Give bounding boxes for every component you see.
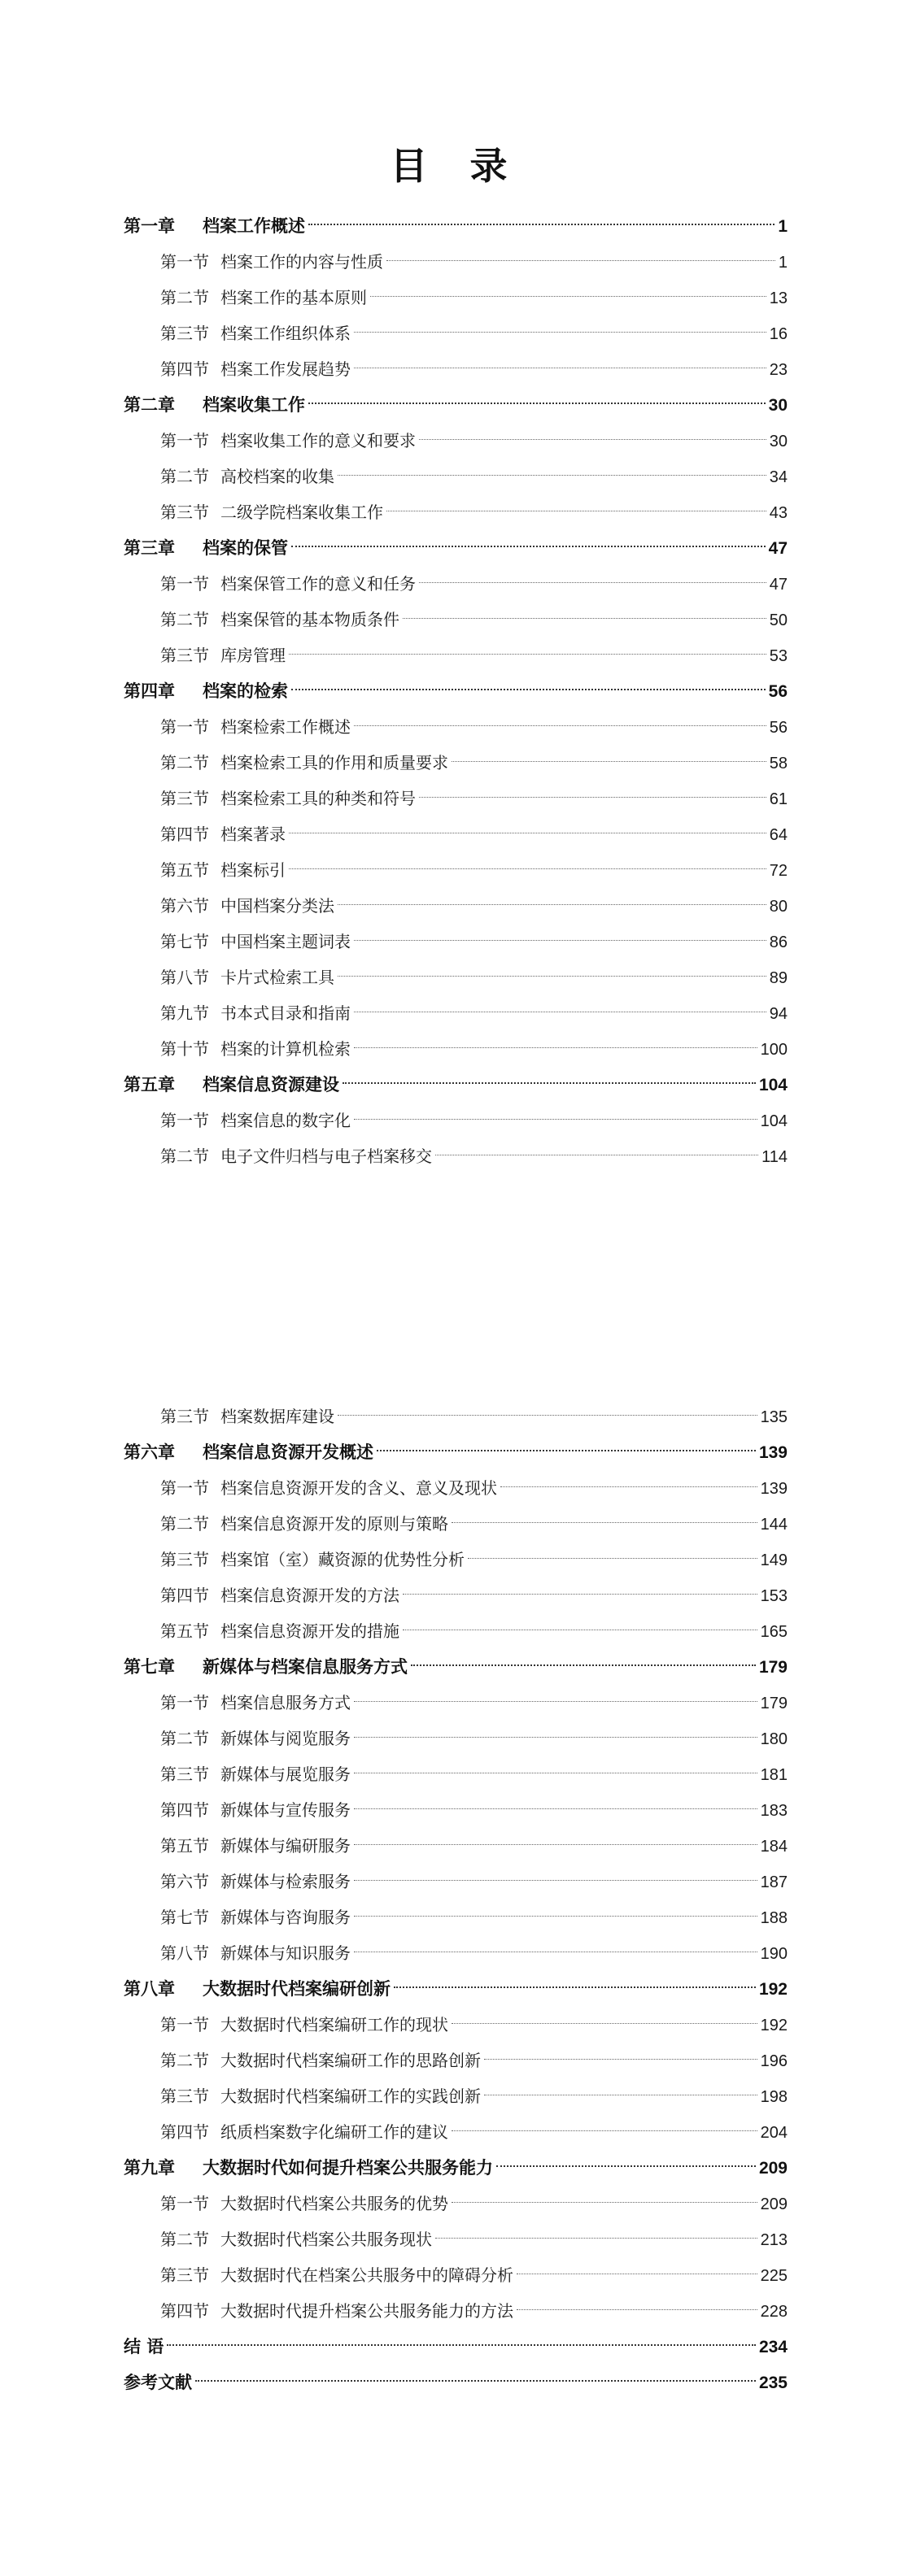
toc-entry-title: 档案标引 xyxy=(220,860,286,880)
toc-section-entry[interactable] xyxy=(124,2043,788,2078)
toc-chapter-entry[interactable] xyxy=(124,387,788,423)
toc-leader-dots xyxy=(354,940,766,941)
toc-page-number: 104 xyxy=(758,1076,788,1094)
toc-page-number: 209 xyxy=(758,2159,788,2178)
toc-section-entry[interactable] xyxy=(124,888,788,924)
toc-leader-dots xyxy=(354,1880,757,1881)
toc-entry-number: 第八章 xyxy=(124,1978,175,1999)
toc-section-entry[interactable] xyxy=(124,781,788,816)
toc-section-entry[interactable] xyxy=(124,852,788,888)
toc-entry-title: 档案著录 xyxy=(220,825,286,844)
toc-entry-number: 第一节 xyxy=(160,717,209,737)
toc-entry-title: 新媒体与检索服务 xyxy=(220,1872,351,1891)
toc-leader-dots xyxy=(354,1047,757,1048)
toc-leader-dots xyxy=(354,1737,757,1738)
toc-leader-dots xyxy=(338,475,766,476)
toc-page-number: 183 xyxy=(760,1802,788,1820)
toc-entry-number: 第三章 xyxy=(124,537,175,558)
toc-page-number: 196 xyxy=(760,2052,788,2070)
toc-page-number: 187 xyxy=(760,1873,788,1891)
toc-entry-number: 第六节 xyxy=(160,896,209,916)
toc-page-number: 104 xyxy=(760,1112,788,1130)
toc-leader-dots xyxy=(452,2023,757,2024)
toc-entry-title: 档案信息资源开发的方法 xyxy=(220,1586,399,1605)
toc-page-number: 228 xyxy=(760,2303,788,2321)
toc-entry-title: 书本式目录和指南 xyxy=(220,1003,351,1023)
toc-entry-title: 大数据时代档案编研工作的思路创新 xyxy=(220,2051,481,2070)
toc-entry-number: 第三节 xyxy=(160,1407,209,1426)
toc-backmatter-entry[interactable] xyxy=(124,2365,788,2400)
toc-leader-dots xyxy=(354,1844,757,1845)
toc-section-entry[interactable] xyxy=(124,2293,788,2329)
toc-entry-number: 第一节 xyxy=(160,252,209,272)
toc-entry-title: 档案工作的基本原则 xyxy=(220,288,367,307)
toc-entry-title: 新媒体与宣传服务 xyxy=(220,1800,351,1820)
toc-leader-dots xyxy=(386,260,775,261)
toc-page-number: 13 xyxy=(769,289,788,307)
toc-section-entry[interactable] xyxy=(124,1613,788,1649)
toc-entry-title: 档案保管的基本物质条件 xyxy=(220,610,399,629)
toc-entry-title: 档案馆（室）藏资源的优势性分析 xyxy=(220,1550,465,1569)
toc-entry-number: 第五节 xyxy=(160,860,209,880)
toc-entry-title: 档案信息资源开发概述 xyxy=(203,1442,373,1462)
toc-section-entry[interactable] xyxy=(124,1103,788,1138)
toc-entry-title: 电子文件归档与电子档案移交 xyxy=(220,1147,432,1166)
toc-section-entry[interactable] xyxy=(124,566,788,602)
toc-chapter-entry[interactable] xyxy=(124,1971,788,2007)
toc-section-entry[interactable] xyxy=(124,2257,788,2293)
toc-leader-dots xyxy=(289,654,766,655)
toc-section-entry[interactable] xyxy=(124,959,788,995)
toc-page-number: 94 xyxy=(769,1005,788,1023)
toc-entry-title: 档案数据库建设 xyxy=(220,1407,334,1426)
toc-section-entry[interactable] xyxy=(124,2007,788,2043)
toc-entry-title: 档案信息资源开发的原则与策略 xyxy=(220,1514,448,1534)
toc-section-entry[interactable] xyxy=(124,1542,788,1577)
toc-entry-number: 第五章 xyxy=(124,1074,175,1094)
toc-leader-dots xyxy=(289,868,766,869)
toc-entry-title: 新媒体与展览服务 xyxy=(220,1764,351,1784)
toc-section-entry[interactable] xyxy=(124,280,788,315)
toc-entry-title: 档案检索工作概述 xyxy=(220,717,351,737)
toc-page-number: 50 xyxy=(769,611,788,629)
toc-leader-dots xyxy=(496,2165,756,2167)
toc-leader-dots xyxy=(167,2344,756,2346)
toc-section-entry[interactable] xyxy=(124,315,788,351)
toc-entry-title: 档案工作概述 xyxy=(203,215,305,236)
toc-entry-title: 中国档案主题词表 xyxy=(220,932,351,951)
toc-entry-title: 档案的保管 xyxy=(203,537,288,558)
toc-page-number: 225 xyxy=(760,2267,788,2285)
toc-page-number: 100 xyxy=(760,1041,788,1059)
toc-page-number: 23 xyxy=(769,361,788,379)
toc-entry-number: 第七节 xyxy=(160,932,209,951)
toc-leader-dots xyxy=(354,1701,757,1702)
toc-page-number: 184 xyxy=(760,1838,788,1856)
toc-entry-number: 第二节 xyxy=(160,1147,209,1166)
toc-leader-dots xyxy=(411,1664,756,1666)
toc-entry-title: 新媒体与咨询服务 xyxy=(220,1908,351,1927)
toc-entry-number: 第七节 xyxy=(160,1908,209,1927)
toc-entry-title: 大数据时代档案编研工作的现状 xyxy=(220,2015,448,2034)
toc-list-part1 xyxy=(124,208,788,1174)
toc-section-entry[interactable] xyxy=(124,1399,788,1434)
toc-section-entry[interactable] xyxy=(124,2186,788,2221)
toc-section-entry[interactable] xyxy=(124,494,788,530)
toc-entry-title: 档案工作发展趋势 xyxy=(220,359,351,379)
toc-page-number: 149 xyxy=(760,1551,788,1569)
toc-page-number: 30 xyxy=(769,433,788,450)
toc-page-number: 56 xyxy=(768,682,788,701)
toc-entry-title: 档案保管工作的意义和任务 xyxy=(220,574,416,594)
toc-leader-dots xyxy=(452,2130,757,2131)
toc-entry-title: 档案检索工具的作用和质量要求 xyxy=(220,753,448,772)
toc-page-number: 188 xyxy=(760,1909,788,1927)
toc-entry-number: 第一节 xyxy=(160,431,209,450)
toc-page-number: 34 xyxy=(769,468,788,486)
toc-entry-number: 第七章 xyxy=(124,1656,175,1677)
toc-section-entry[interactable] xyxy=(124,1685,788,1721)
toc-page-number: 43 xyxy=(769,504,788,522)
toc-entry-number: 第四节 xyxy=(160,825,209,844)
toc-entry-number: 第九章 xyxy=(124,2157,175,2178)
toc-page-number: 139 xyxy=(760,1480,788,1498)
page-title: 目 录 xyxy=(390,144,522,188)
toc-leader-dots xyxy=(354,1916,757,1917)
toc-entry-number: 第四节 xyxy=(160,2122,209,2142)
toc-section-entry[interactable] xyxy=(124,1470,788,1506)
toc-page-number: 192 xyxy=(760,2017,788,2034)
toc-section-entry[interactable] xyxy=(124,602,788,637)
toc-page-number: 234 xyxy=(758,2338,788,2356)
toc-section-entry[interactable] xyxy=(124,995,788,1031)
toc-entry-title: 高校档案的收集 xyxy=(220,467,334,486)
toc-section-entry[interactable] xyxy=(124,459,788,494)
toc-leader-dots xyxy=(403,1594,757,1595)
toc-page-number: 153 xyxy=(760,1587,788,1605)
toc-page-number: 61 xyxy=(769,790,788,808)
toc-page-number: 235 xyxy=(758,2374,788,2392)
toc-entry-number: 第二节 xyxy=(160,288,209,307)
toc-page-number: 213 xyxy=(760,2231,788,2249)
toc-section-entry[interactable] xyxy=(124,423,788,459)
toc-entry-title: 档案收集工作 xyxy=(203,394,305,415)
toc-leader-dots xyxy=(419,797,766,798)
toc-page-number: 114 xyxy=(761,1148,788,1166)
toc-leader-dots xyxy=(468,1558,757,1559)
toc-leader-dots xyxy=(435,2238,757,2239)
toc-entry-number: 第十节 xyxy=(160,1039,209,1059)
toc-page-number: 47 xyxy=(769,576,788,594)
toc-entry-title: 大数据时代档案编研工作的实践创新 xyxy=(220,2086,481,2106)
toc-section-entry[interactable] xyxy=(124,637,788,673)
toc-section-entry[interactable] xyxy=(124,244,788,280)
toc-entry-title: 新媒体与知识服务 xyxy=(220,1943,351,1963)
toc-leader-dots xyxy=(419,582,766,583)
toc-page-number: 204 xyxy=(760,2124,788,2142)
toc-entry-number: 第一章 xyxy=(124,215,175,236)
toc-entry-number: 第一节 xyxy=(160,1478,209,1498)
toc-entry-number: 第一节 xyxy=(160,2015,209,2034)
toc-leader-dots xyxy=(343,1082,756,1084)
toc-entry-number: 第二节 xyxy=(160,2051,209,2070)
toc-section-entry[interactable] xyxy=(124,816,788,852)
toc-entry-number: 第二节 xyxy=(160,753,209,772)
toc-leader-dots xyxy=(338,904,766,905)
toc-section-entry[interactable] xyxy=(124,1864,788,1899)
toc-section-entry[interactable] xyxy=(124,1899,788,1935)
toc-entry-number: 第一节 xyxy=(160,2194,209,2213)
toc-section-entry[interactable] xyxy=(124,1792,788,1828)
toc-chapter-entry[interactable] xyxy=(124,1649,788,1685)
toc-leader-dots xyxy=(452,1522,757,1523)
toc-leader-dots xyxy=(419,439,766,440)
toc-leader-dots xyxy=(291,546,766,547)
toc-entry-title: 结 语 xyxy=(124,2336,164,2356)
toc-leader-dots xyxy=(484,2059,757,2060)
toc-section-entry[interactable] xyxy=(124,2221,788,2257)
toc-section-entry[interactable] xyxy=(124,1506,788,1542)
toc-section-entry[interactable] xyxy=(124,745,788,781)
toc-entry-title: 档案检索工具的种类和符号 xyxy=(220,789,416,808)
toc-entry-number: 第一节 xyxy=(160,574,209,594)
toc-entry-title: 档案的检索 xyxy=(203,681,288,701)
toc-entry-number: 第一节 xyxy=(160,1111,209,1130)
toc-section-entry[interactable] xyxy=(124,2114,788,2150)
toc-section-entry[interactable] xyxy=(124,924,788,959)
toc-leader-dots xyxy=(354,725,766,726)
toc-entry-title: 档案信息的数字化 xyxy=(220,1111,351,1130)
toc-page-number: 190 xyxy=(760,1945,788,1963)
toc-leader-dots xyxy=(308,224,775,225)
toc-entry-number: 第三节 xyxy=(160,503,209,522)
toc-entry-title: 大数据时代提升档案公共服务能力的方法 xyxy=(220,2301,513,2321)
toc-leader-dots xyxy=(354,1808,757,1809)
toc-page-number: 30 xyxy=(768,396,788,415)
toc-leader-dots xyxy=(308,402,766,404)
toc-leader-dots xyxy=(517,2309,757,2310)
toc-page-number: 165 xyxy=(760,1623,788,1641)
toc-entry-number: 第四章 xyxy=(124,681,175,701)
toc-entry-title: 大数据时代档案编研创新 xyxy=(203,1978,391,1999)
toc-section-entry[interactable] xyxy=(124,1756,788,1792)
toc-entry-title: 档案信息资源开发的含义、意义及现状 xyxy=(220,1478,497,1498)
toc-page-number: 72 xyxy=(769,862,788,880)
toc-entry-number: 第五节 xyxy=(160,1621,209,1641)
toc-entry-title: 大数据时代如何提升档案公共服务能力 xyxy=(203,2157,493,2178)
toc-entry-title: 档案的计算机检索 xyxy=(220,1039,351,1059)
toc-chapter-entry[interactable] xyxy=(124,208,788,244)
toc-page-number: 192 xyxy=(758,1980,788,1999)
toc-page-number: 53 xyxy=(769,647,788,665)
toc-page-number: 144 xyxy=(760,1516,788,1534)
toc-section-entry[interactable] xyxy=(124,1721,788,1756)
toc-entry-number: 第四节 xyxy=(160,1800,209,1820)
toc-leader-dots xyxy=(354,1119,757,1120)
toc-entry-title: 参考文献 xyxy=(124,2372,192,2392)
toc-entry-number: 第二节 xyxy=(160,2230,209,2249)
toc-chapter-entry[interactable] xyxy=(124,1067,788,1103)
toc-page-number: 58 xyxy=(769,755,788,772)
toc-page-number: 181 xyxy=(760,1766,788,1784)
toc-entry-title: 档案工作的内容与性质 xyxy=(220,252,383,272)
toc-entry-title: 中国档案分类法 xyxy=(220,896,334,916)
toc-entry-number: 第二节 xyxy=(160,467,209,486)
toc-page-number: 86 xyxy=(769,933,788,951)
toc-chapter-entry[interactable] xyxy=(124,1434,788,1470)
toc-page-number: 1 xyxy=(778,217,788,236)
toc-section-entry[interactable] xyxy=(124,2078,788,2114)
toc-entry-number: 第四节 xyxy=(160,359,209,379)
toc-entry-number: 第二章 xyxy=(124,394,175,415)
toc-entry-title: 大数据时代档案公共服务的优势 xyxy=(220,2194,448,2213)
toc-page-number: 16 xyxy=(769,325,788,343)
toc-chapter-entry[interactable] xyxy=(124,673,788,709)
toc-entry-title: 档案工作组织体系 xyxy=(220,324,351,343)
toc-chapter-entry[interactable] xyxy=(124,2150,788,2186)
toc-leader-dots xyxy=(370,296,766,297)
toc-section-entry[interactable] xyxy=(124,1828,788,1864)
toc-entry-number: 第八节 xyxy=(160,1943,209,1963)
toc-leader-dots xyxy=(338,1415,757,1416)
toc-entry-title: 纸质档案数字化编研工作的建议 xyxy=(220,2122,448,2142)
toc-section-entry[interactable] xyxy=(124,1138,788,1174)
toc-page-number: 179 xyxy=(760,1695,788,1712)
toc-section-entry[interactable] xyxy=(124,1577,788,1613)
toc-page-number: 89 xyxy=(769,969,788,987)
toc-page-number: 80 xyxy=(769,898,788,916)
toc-page-number: 180 xyxy=(760,1730,788,1748)
toc-section-entry[interactable] xyxy=(124,351,788,387)
toc-entry-number: 第二节 xyxy=(160,1514,209,1534)
toc-entry-number: 第四节 xyxy=(160,2301,209,2321)
toc-page-number: 47 xyxy=(768,539,788,558)
toc-entry-number: 第九节 xyxy=(160,1003,209,1023)
toc-leader-dots xyxy=(338,976,766,977)
toc-entry-title: 档案信息服务方式 xyxy=(220,1693,351,1712)
toc-entry-title: 新媒体与档案信息服务方式 xyxy=(203,1656,408,1677)
toc-entry-title: 档案信息资源建设 xyxy=(203,1074,339,1094)
toc-entry-number: 第六章 xyxy=(124,1442,175,1462)
toc-section-entry[interactable] xyxy=(124,709,788,745)
toc-leader-dots xyxy=(452,761,766,762)
toc-entry-number: 第三节 xyxy=(160,2086,209,2106)
toc-entry-number: 第三节 xyxy=(160,1550,209,1569)
toc-page-number: 179 xyxy=(758,1658,788,1677)
toc-page-number: 64 xyxy=(769,826,788,844)
toc-leader-dots xyxy=(500,1486,757,1487)
toc-section-entry[interactable] xyxy=(124,1031,788,1067)
toc-entry-number: 第八节 xyxy=(160,968,209,987)
toc-entry-title: 新媒体与阅览服务 xyxy=(220,1729,351,1748)
toc-entry-title: 大数据时代档案公共服务现状 xyxy=(220,2230,432,2249)
toc-section-entry[interactable] xyxy=(124,1935,788,1971)
toc-leader-dots xyxy=(403,618,766,619)
toc-entry-title: 卡片式检索工具 xyxy=(220,968,334,987)
toc-entry-number: 第三节 xyxy=(160,646,209,665)
toc-entry-number: 第二节 xyxy=(160,610,209,629)
toc-leader-dots xyxy=(354,332,766,333)
toc-leader-dots xyxy=(377,1450,756,1451)
toc-page-number: 209 xyxy=(760,2195,788,2213)
toc-entry-title: 库房管理 xyxy=(220,646,286,665)
toc-list-part2 xyxy=(124,1399,788,2400)
toc-entry-number: 第四节 xyxy=(160,1586,209,1605)
toc-leader-dots xyxy=(195,2380,756,2382)
toc-backmatter-entry[interactable] xyxy=(124,2329,788,2365)
toc-entry-title: 大数据时代在档案公共服务中的障碍分析 xyxy=(220,2265,513,2285)
toc-entry-number: 第一节 xyxy=(160,1693,209,1712)
toc-entry-title: 档案收集工作的意义和要求 xyxy=(220,431,416,450)
toc-page-number: 135 xyxy=(760,1408,788,1426)
toc-chapter-entry[interactable] xyxy=(124,530,788,566)
toc-entry-title: 档案信息资源开发的措施 xyxy=(220,1621,399,1641)
toc-leader-dots xyxy=(291,689,766,690)
toc-entry-number: 第二节 xyxy=(160,1729,209,1748)
toc-leader-dots xyxy=(394,1986,756,1988)
toc-entry-title: 二级学院档案收集工作 xyxy=(220,503,383,522)
toc-entry-number: 第三节 xyxy=(160,789,209,808)
toc-page-number: 56 xyxy=(769,719,788,737)
toc-page-number: 139 xyxy=(758,1443,788,1462)
toc-page-number: 1 xyxy=(778,254,788,272)
toc-leader-dots xyxy=(452,2202,757,2203)
toc-entry-number: 第三节 xyxy=(160,1764,209,1784)
toc-entry-number: 第三节 xyxy=(160,2265,209,2285)
toc-page-number: 198 xyxy=(760,2088,788,2106)
toc-entry-number: 第六节 xyxy=(160,1872,209,1891)
toc-entry-number: 第三节 xyxy=(160,324,209,343)
toc-entry-title: 新媒体与编研服务 xyxy=(220,1836,351,1856)
toc-entry-number: 第五节 xyxy=(160,1836,209,1856)
